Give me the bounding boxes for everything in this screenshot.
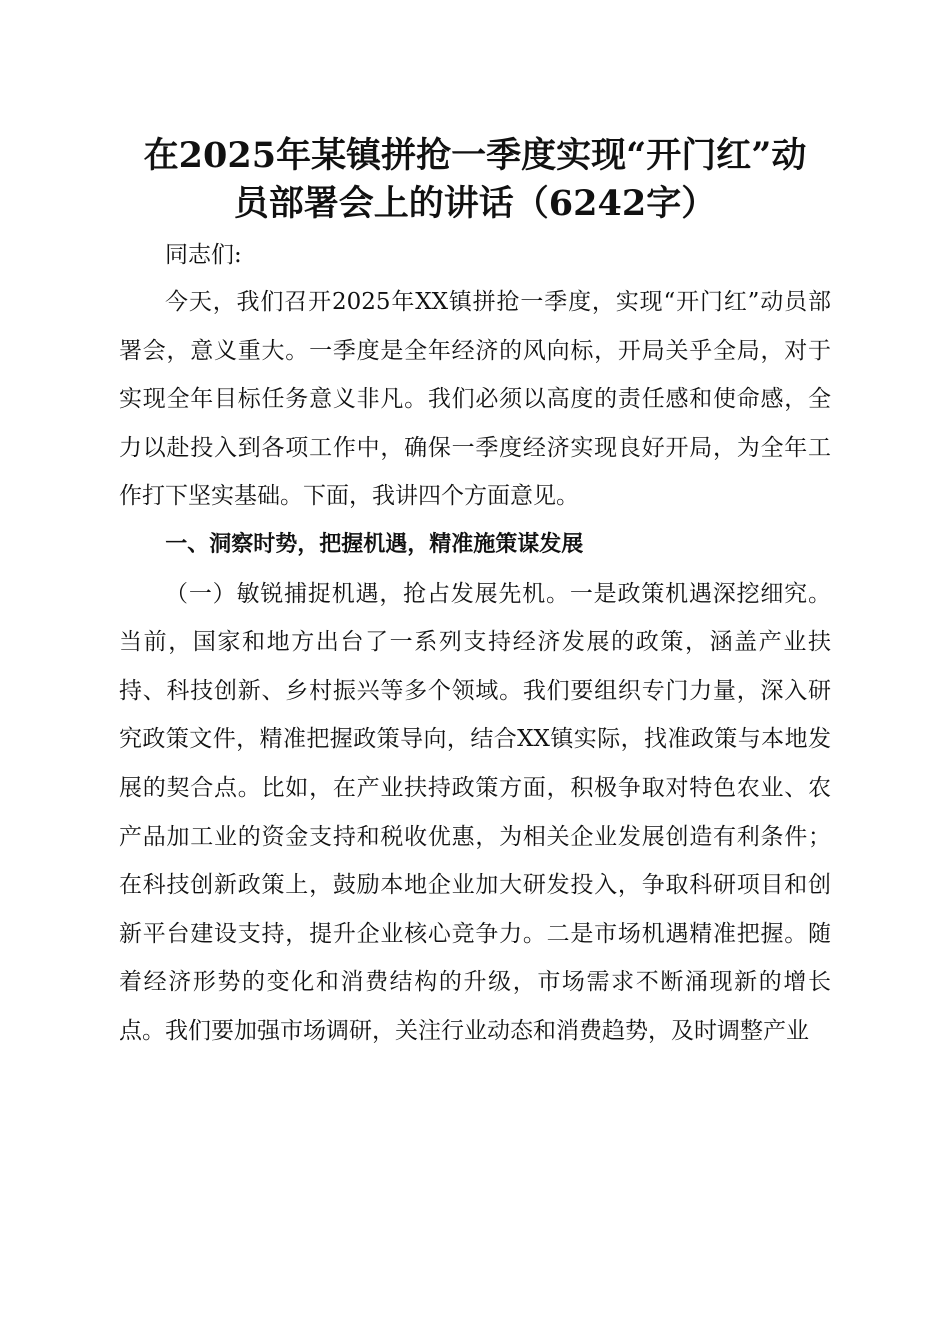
salutation: 同志们: [165,242,242,268]
document-page [119,132,831,1056]
intro-paragraph: 今天，我们召开2025年XX镇拼抢一季度，实现“开门红”动员部署会，意义重大。一季度是全年经济的风向标，开局关乎全局，对于实现全年目标任务意义非凡。我们必须以高度的责任感和使命感，全力以赴投入到各项工作中，确保一季度经济实现良好开局，为全年工作打下坚实基础。下面，我讲四个方面意见。 [119,289,831,510]
document-title [119,132,831,228]
title-line-2: 员部署会上的讲话（6242字） [233,183,717,224]
title-line-1: 在2025年某镇拼抢一季度实现“开门红”动 [143,135,807,176]
section-1-heading: 一、洞察时势，把握机遇，精准施策谋发展 [165,531,584,557]
section-1-paragraph-1: （一）敏锐捕捉机遇，抢占发展先机。一是政策机遇深挖细究。当前，国家和地方出台了一系列支持经济发展的政策，涵盖产业扶持、科技创新、乡村振兴等多个领域。我们要组织专门力量，深入研究政策文件，精准把握政策导向，结合XX镇实际，找准政策与本地发展的契合点。比如，在产业扶持政策方面，积极争取对特色农业、农产品加工业的资金支持和税收优惠，为相关企业发展创造有利条件；在科技创新政策上，鼓励本地企业加大研发投入，争取科研项目和创新平台建设支持，提升企业核心竞争力。二是市场机遇精准把握。随着经济形势的变化和消费结构的升级，市场需求不断涌现新的增长点。我们要加强市场调研，关注行业动态和消费趋势，及时调整产业 [119,580,831,1044]
